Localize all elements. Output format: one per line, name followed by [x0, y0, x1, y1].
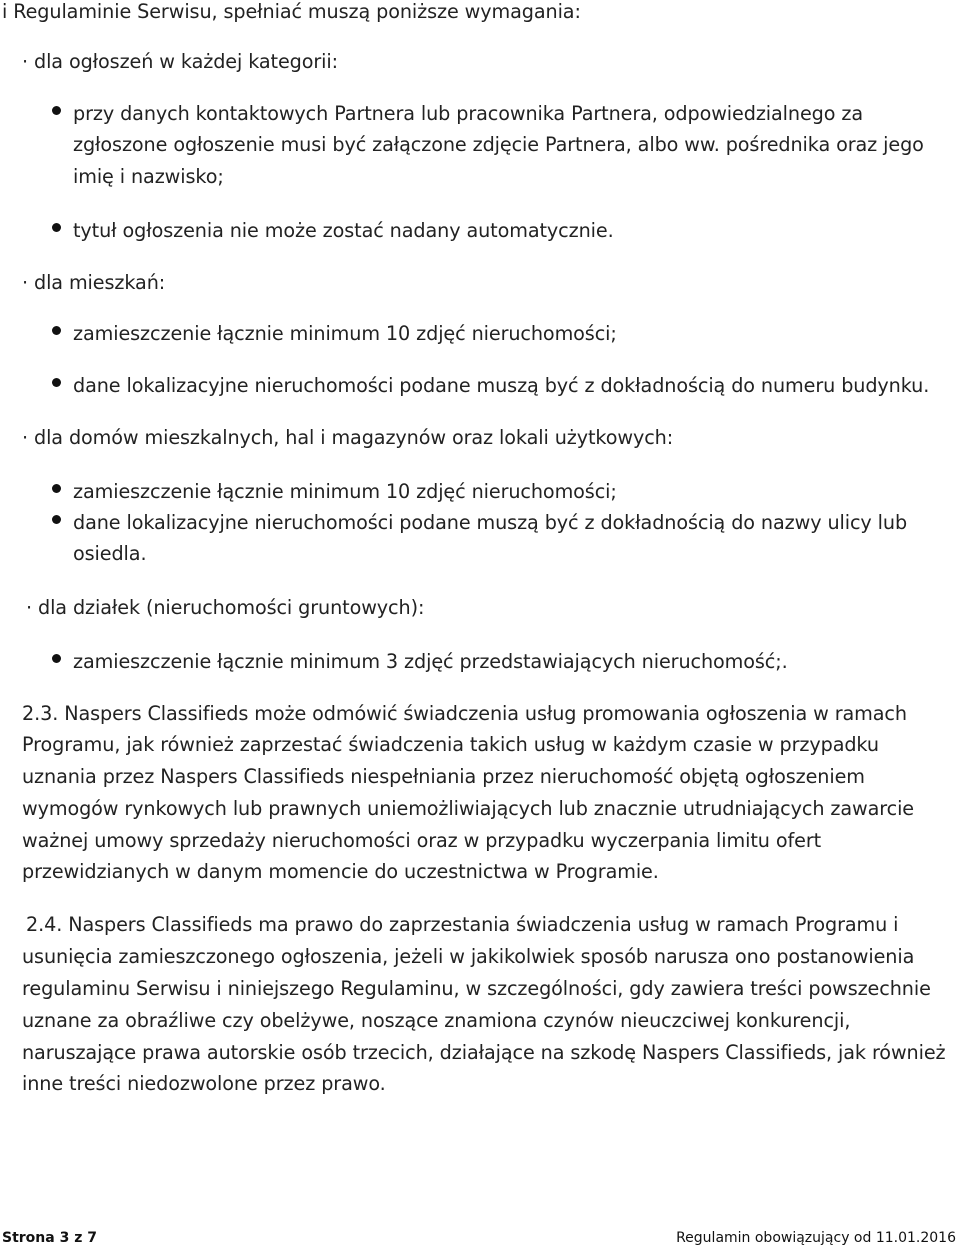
list-item-line: zgłoszone ogłoszenie musi być załączone zdjęcie Partnera, albo ww. pośrednika oraz jego — [73, 133, 924, 156]
list-item-line: dane lokalizacyjne nieruchomości podane muszą być z dokładnością do nazwy ulicy lub — [73, 511, 908, 534]
bullet-icon — [52, 106, 61, 115]
paragraph-2-3-line: ważnej umowy sprzedaży nieruchomości oraz w przypadku wyczerpania limitu ofert — [22, 829, 822, 852]
paragraph-2-4-line: usunięcia zamieszczonego ogłoszenia, jeżeli w jakikolwiek sposób narusza ono postanowienia — [22, 945, 915, 968]
list-item-line: zamieszczenie łącznie minimum 10 zdjęć nieruchomości; — [73, 322, 617, 345]
paragraph-2-4-line: inne treści niedozwolone przez prawo. — [22, 1072, 386, 1095]
page-number: Strona 3 z 7 — [2, 1230, 97, 1246]
paragraph-2-3-line: wymogów rynkowych lub prawnych uniemożliwiających lub znacznie utrudniających zawarcie — [22, 797, 915, 820]
paragraph-2-3-line: 2.3. Naspers Classifieds może odmówić świadczenia usług promowania ogłoszenia w ramach — [22, 702, 907, 725]
bullet-icon — [52, 378, 61, 387]
list-item-line: osiedla. — [73, 542, 147, 565]
bullet-icon — [52, 326, 61, 335]
paragraph-2-4-line: regulaminu Serwisu i niniejszego Regulaminu, w szczególności, gdy zawiera treści powszechnie — [22, 977, 931, 1000]
paragraph-2-4-line: 2.4. Naspers Classifieds ma prawo do zaprzestania świadczenia usług w ramach Programu i — [26, 913, 899, 936]
section-heading-apartments: · dla mieszkań: — [22, 271, 166, 294]
bullet-icon — [52, 223, 61, 232]
section-heading-all-categories: · dla ogłoszeń w każdej kategorii: — [22, 50, 339, 73]
effective-date-label: Regulamin obowiązujący od 11.01.2016 — [676, 1230, 956, 1246]
bullet-icon — [52, 515, 61, 524]
list-item-line: zamieszczenie łącznie minimum 3 zdjęć przedstawiających nieruchomość;. — [73, 650, 788, 673]
list-item-line: dane lokalizacyjne nieruchomości podane muszą być z dokładnością do numeru budynku. — [73, 374, 930, 397]
bullet-icon — [52, 654, 61, 663]
list-item-line: przy danych kontaktowych Partnera lub pracownika Partnera, odpowiedzialnego za — [73, 102, 864, 125]
paragraph-2-4-line: uznane za obraźliwe czy obelżywe, noszące znamiona czynów nieuczciwej konkurencji, — [22, 1009, 851, 1032]
intro-text: i Regulaminie Serwisu, spełniać muszą poniższe wymagania: — [2, 0, 581, 23]
list-item-line: imię i nazwisko; — [73, 165, 224, 188]
paragraph-2-3-line: przewidzianych w danym momencie do uczestnictwa w Programie. — [22, 860, 659, 883]
section-heading-houses: · dla domów mieszkalnych, hal i magazynów oraz lokali użytkowych: — [22, 426, 674, 449]
paragraph-2-3-line: Programu, jak również zaprzestać świadczenia takich usług w każdym czasie w przypadku — [22, 733, 879, 756]
paragraph-2-4-line: naruszające prawa autorskie osób trzecich, działające na szkodę Naspers Classifieds, jak również — [22, 1041, 946, 1064]
section-heading-plots: · dla działek (nieruchomości gruntowych): — [26, 596, 425, 619]
bullet-icon — [52, 484, 61, 493]
paragraph-2-3-line: uznania przez Naspers Classifieds niespełniania przez nieruchomość objętą ogłoszeniem — [22, 765, 865, 788]
list-item-line: tytuł ogłoszenia nie może zostać nadany automatycznie. — [73, 219, 614, 242]
list-item-line: zamieszczenie łącznie minimum 10 zdjęć nieruchomości; — [73, 480, 617, 503]
